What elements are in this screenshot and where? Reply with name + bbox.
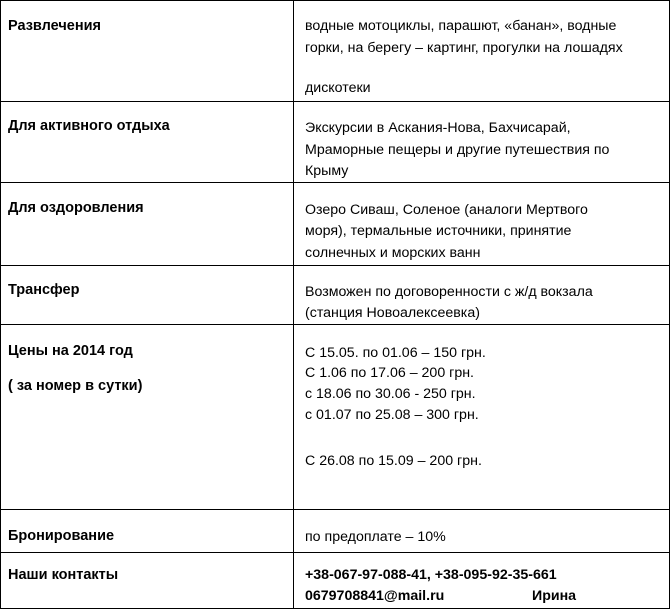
row-value-line: горки, на берегу – картинг, прогулки на лошадях	[305, 40, 623, 56]
row-label-entertainment: Развлечения	[8, 18, 101, 34]
row-divider	[0, 182, 670, 183]
row-label-booking: Бронирование	[8, 528, 115, 544]
contact-name: Ирина	[532, 588, 577, 604]
row-value-line: (станция Новоалексеевка)	[305, 305, 480, 321]
row-label-health: Для оздоровления	[8, 200, 144, 216]
row-value-line: Крыму	[305, 163, 349, 179]
row-label-active-rest: Для активного отдыха	[8, 118, 170, 134]
price-line: С 15.05. по 01.06 – 150 грн.	[305, 345, 486, 361]
price-line: С 1.06 по 17.06 – 200 грн.	[305, 365, 474, 381]
row-value-line: солнечных и морских ванн	[305, 245, 481, 261]
row-value-line: по предоплате – 10%	[305, 529, 446, 545]
row-value-line: водные мотоциклы, парашют, «банан», водные	[305, 18, 617, 34]
row-value-line: Экскурсии в Аскания-Нова, Бахчисарай,	[305, 120, 571, 136]
column-divider	[293, 0, 294, 609]
price-line: С 26.08 по 15.09 – 200 грн.	[305, 453, 482, 469]
row-label-prices: Цены на 2014 год	[8, 343, 133, 359]
price-line: с 01.07 по 25.08 – 300 грн.	[305, 407, 479, 423]
contact-email: 0679708841@mail.ru	[305, 588, 445, 604]
table-border-left	[0, 0, 1, 609]
row-divider	[0, 101, 670, 102]
row-value-line: Возможен по договоренности с ж/д вокзала	[305, 284, 593, 300]
row-value-line: Озеро Сиваш, Соленое (аналоги Мертвого	[305, 202, 588, 218]
row-divider	[0, 509, 670, 510]
row-label-transfer: Трансфер	[8, 282, 80, 298]
row-label-prices-note: ( за номер в сутки)	[8, 378, 143, 394]
table-border-top	[0, 0, 670, 1]
row-divider	[0, 265, 670, 266]
row-value-line: моря), термальные источники, принятие	[305, 223, 572, 239]
row-value-line: Мраморные пещеры и другие путешествия по	[305, 142, 610, 158]
row-value-line: дискотеки	[305, 80, 371, 96]
price-line: с 18.06 по 30.06 - 250 грн.	[305, 386, 476, 402]
row-divider	[0, 552, 670, 553]
row-divider	[0, 324, 670, 325]
row-label-contacts: Наши контакты	[8, 567, 119, 583]
contact-phones: +38-067-97-088-41, +38-095-92-35-661	[305, 567, 557, 583]
